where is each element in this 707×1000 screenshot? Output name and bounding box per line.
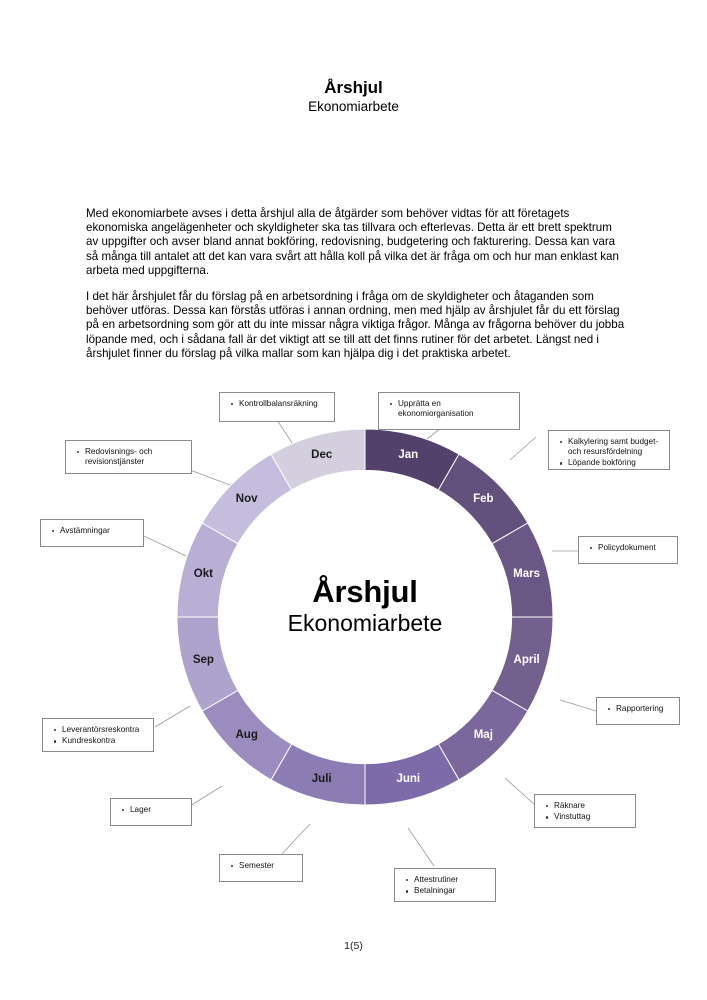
callout-list bbox=[72, 447, 183, 467]
arshjul-donut-chart bbox=[175, 427, 555, 807]
month-label-nov: Nov bbox=[235, 492, 258, 505]
callout-item: Räknare bbox=[554, 801, 627, 811]
callout-list bbox=[49, 725, 145, 746]
month-label-juli: Juli bbox=[311, 772, 332, 785]
callout-item: Kalkylering samt budget- och resursfördelning bbox=[568, 437, 661, 457]
callout-item: Kundreskontra bbox=[62, 736, 145, 746]
callout-list bbox=[117, 805, 183, 815]
month-label-juni: Juni bbox=[396, 772, 421, 785]
callout-policydokument[interactable] bbox=[578, 536, 678, 564]
callout-item: Attestrutiner bbox=[414, 875, 487, 885]
callout-item: Lager bbox=[130, 805, 183, 815]
callout-item: Upprätta en ekonomiorganisation bbox=[398, 399, 511, 419]
month-label-feb: Feb bbox=[473, 492, 494, 505]
callout-list bbox=[401, 875, 487, 896]
month-label-dec: Dec bbox=[311, 449, 333, 462]
month-label-jan: Jan bbox=[398, 449, 419, 462]
callout-kontrollbalansrakning[interactable] bbox=[219, 392, 335, 422]
month-label-aug: Aug bbox=[235, 729, 258, 742]
callout-avstamningar[interactable] bbox=[40, 519, 144, 547]
callout-item: Betalningar bbox=[414, 886, 487, 896]
callout-item: Redovisnings- och revisionstjänster bbox=[85, 447, 183, 467]
month-label-okt: Okt bbox=[193, 567, 213, 580]
wheel-center-subtitle: Ekonomiarbete bbox=[287, 610, 443, 636]
callout-list bbox=[541, 801, 627, 822]
callout-reskontra[interactable] bbox=[42, 718, 154, 752]
callout-item: Vinstuttag bbox=[554, 812, 627, 822]
callout-raknare-vinstuttag[interactable] bbox=[534, 794, 636, 828]
donut-svg bbox=[175, 427, 555, 807]
callout-list bbox=[603, 704, 671, 714]
page-footer: 1(5) bbox=[344, 940, 363, 952]
month-label-maj: Maj bbox=[473, 729, 493, 742]
callout-item: Semester bbox=[239, 861, 294, 871]
callout-item: Löpande bokföring bbox=[568, 458, 661, 468]
document-header bbox=[0, 78, 707, 115]
callout-list bbox=[385, 399, 511, 419]
callout-redovisning-revision[interactable] bbox=[65, 440, 192, 474]
callout-item: Policydokument bbox=[598, 543, 669, 553]
callout-list bbox=[226, 399, 326, 409]
callout-item: Rapportering bbox=[616, 704, 671, 714]
callout-item: Leverantörsreskontra bbox=[62, 725, 145, 735]
callout-list bbox=[47, 526, 135, 536]
callout-upprätta-ekonomiorganisation[interactable] bbox=[378, 392, 520, 430]
callout-item: Kontrollbalansräkning bbox=[239, 399, 326, 409]
wheel-center-title: Årshjul bbox=[312, 574, 418, 609]
callout-attest-betalningar[interactable] bbox=[394, 868, 496, 902]
month-label-sep: Sep bbox=[192, 654, 214, 667]
callout-list bbox=[585, 543, 669, 553]
callout-list bbox=[555, 437, 661, 469]
callout-rapportering[interactable] bbox=[596, 697, 680, 725]
month-label-april: April bbox=[513, 654, 540, 667]
callout-item: Avstämningar bbox=[60, 526, 135, 536]
callout-lager[interactable] bbox=[110, 798, 192, 826]
callout-list bbox=[226, 861, 294, 871]
callout-kalkylering-bokforing[interactable] bbox=[548, 430, 670, 470]
page-title: Årshjul bbox=[324, 78, 383, 97]
callout-semester[interactable] bbox=[219, 854, 303, 882]
month-label-mars: Mars bbox=[513, 567, 541, 580]
intro-paragraph-1: Med ekonomiarbete avses i detta årshjul alla de åtgärder som behöver vidtas för att företagets ekonomiska angelägenheter och skyldigheter ska tas tillvara och efterlevas. Detta är ett brett spektrum av uppgifter och avser bland annat bokföring, redovisning, budgetering och fakturering. Dessa kan vara så många till antalet att det kan vara svårt att hålla koll på vilka det är fråga om och hur man enklast kan arbeta med uppgifterna. bbox=[86, 207, 619, 277]
intro-paragraph-2: I det här årshjulet får du förslag på en arbetsordning i fråga om de skyldigheter och åtaganden som behöver utföras. Dessa kan förstås utföras i annan ordning, men med hjälp av årshjulet får du ett förslag på en arbetsordning som gör att du inte missar några viktiga frågor. Många av frågorna behöver du jobba löpande med, och i sådana fall är det viktigt att se till att det finns rutiner för det arbetet. Längst ned i årshjulet finner du förslag på vilka mallar som kan hjälpa dig i det praktiska arbetet. bbox=[86, 290, 625, 360]
page-subtitle: Ekonomiarbete bbox=[308, 98, 399, 114]
